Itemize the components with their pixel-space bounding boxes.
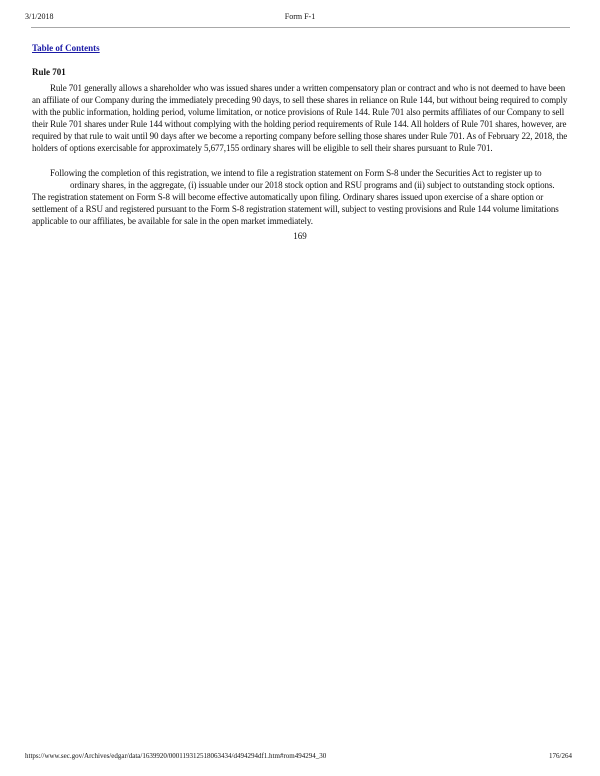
page-number: 169 bbox=[293, 231, 307, 241]
document-title: Form F-1 bbox=[284, 12, 316, 21]
footer-url: https://www.sec.gov/Archives/edgar/data/1639920/000119312518063434/d494294df1.htm#rom494294_30 bbox=[25, 752, 327, 760]
footer-page-count: 176/264 bbox=[549, 752, 572, 760]
paragraph-form-s8 bbox=[32, 167, 572, 227]
paragraph-line: ordinary shares, in the aggregate, (i) issuable under our 2018 stock option and RSU programs and (ii) subject to outstanding stock options. bbox=[70, 180, 555, 190]
section-heading: Rule 701 bbox=[32, 67, 66, 77]
paragraph-rule-701: Rule 701 generally allows a shareholder who was issued shares under a written compensatory plan or contract and who is not deemed to have been an affiliate of our Company during the immediately preceding 90 days, to sell these shares in reliance on Rule 144, but without being required to comply with the public information, holding period, volume limitation, or notice provisions of Rule 144. Rule 701 also permits affiliates of our Company to sell their Rule 701 shares under Rule 144 without complying with the holding period requirements of Rule 144. All holders of Rule 701 shares, however, are required by that rule to wait until 90 days after we become a reporting company before selling those shares under Rule 701. As of February 22, 2018, the holders of options exercisable for approximately 5,677,155 ordinary shares will be eligible to sell their shares pursuant to Rule 701. bbox=[32, 83, 568, 153]
paragraph-line: Following the completion of this registration, we intend to file a registration statement on Form S-8 under the Securities Act to register up to bbox=[50, 168, 542, 178]
table-of-contents-link[interactable]: Table of Contents bbox=[32, 43, 100, 53]
header-divider bbox=[31, 27, 570, 28]
paragraph-text: The registration statement on Form S-8 will become effective automatically upon filing. Ordinary shares issued upon exercise of a share option or settlement of a RSU and registered pursuant to the Form S-8 registration statement will, subject to vesting provisions and Rule 144 volume limitations applicable to our affiliates, be available for sale in the open market immediately. bbox=[32, 192, 559, 226]
print-date: 3/1/2018 bbox=[25, 12, 54, 21]
